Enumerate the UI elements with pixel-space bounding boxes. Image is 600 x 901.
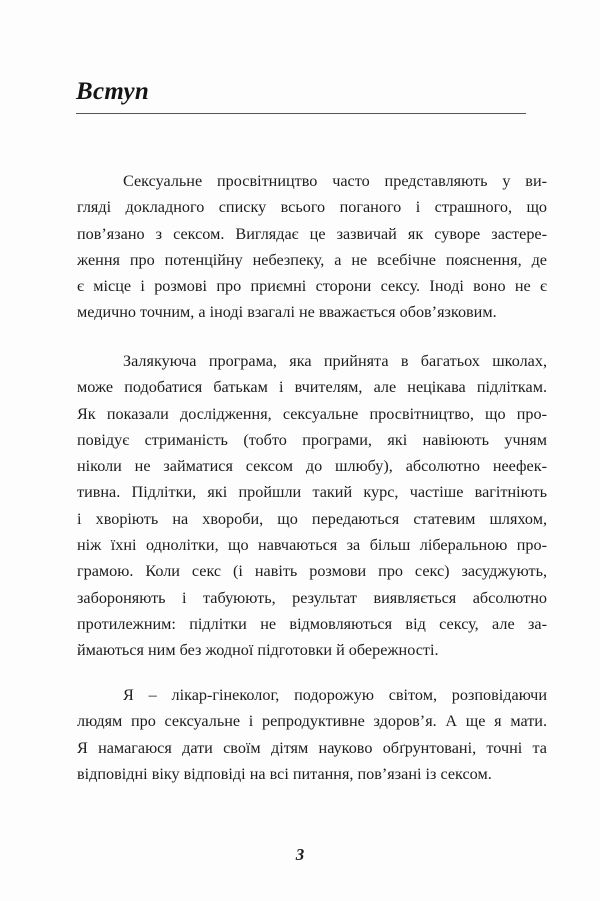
text-line: і хворіють на хвороби, що передаються статевим шляхом,: [77, 509, 547, 528]
text-line: Сексуальне просвітництво часто представляють у ви-: [123, 172, 547, 190]
text-line: Залякуюча програма, яка прийнята в багатьох школах,: [123, 352, 547, 370]
text-line: повідує стриманість (тобто програми, які навіюють учням: [77, 430, 547, 449]
text-line: може подобатися батькам і вчителям, але нецікава підліткам.: [77, 378, 547, 397]
paragraph-1: [77, 168, 547, 326]
text-line: Я намагаюся дати своїм дітям науково обґрунтовані, точні та: [77, 738, 547, 757]
text-line: пов’язано з сексом. Виглядає це зазвичай як суворе застере-: [77, 224, 547, 243]
text-line: ження про потенційну небезпеку, а не всебічне пояснення, де: [77, 250, 547, 269]
text-line: грамою. Коли секс (і навіть розмови про секс) засуджують,: [77, 562, 547, 581]
text-line: Я – лікар-гінеколог, подорожую світом, розповідаючи: [123, 686, 547, 704]
heading-underline: [76, 113, 526, 114]
text-line: людям про сексуальне і репродуктивне здоров’я. А ще я мати.: [77, 712, 547, 731]
text-line: ніколи не займатися сексом до шлюбу), абсолютно неефек-: [77, 457, 547, 476]
text-line: тивна. Підлітки, які пройшли такий курс, частіше вагітніють: [77, 483, 547, 502]
text-line: є місце і розмові про приємні сторони сексу. Іноді воно не є: [77, 277, 547, 296]
paragraph-3: [77, 682, 547, 787]
chapter-heading: Вступ: [76, 78, 150, 105]
text-line: гляді докладного списку всього поганого і страшного, що: [77, 198, 547, 217]
text-line: протилежним: підлітки не відмовляються від сексу, але за-: [77, 614, 547, 633]
page-number: 3: [295, 845, 305, 864]
paragraph-2: [77, 348, 547, 664]
text-line: медично точним, а іноді взагалі не вважається обов’язковим.: [77, 303, 497, 322]
text-line: Як показали дослідження, сексуальне просвітництво, що про-: [77, 404, 547, 423]
text-line: забороняють і табуюють, результат виявляється абсолютно: [77, 588, 547, 607]
text-line: ніж їхні однолітки, що навчаються за більш ліберальною про-: [77, 536, 547, 555]
text-line: ймаються ним без жодної підготовки й обережності.: [77, 641, 439, 660]
text-line: відповідні віку відповіді на всі питання, пов’язані із сексом.: [77, 764, 492, 783]
